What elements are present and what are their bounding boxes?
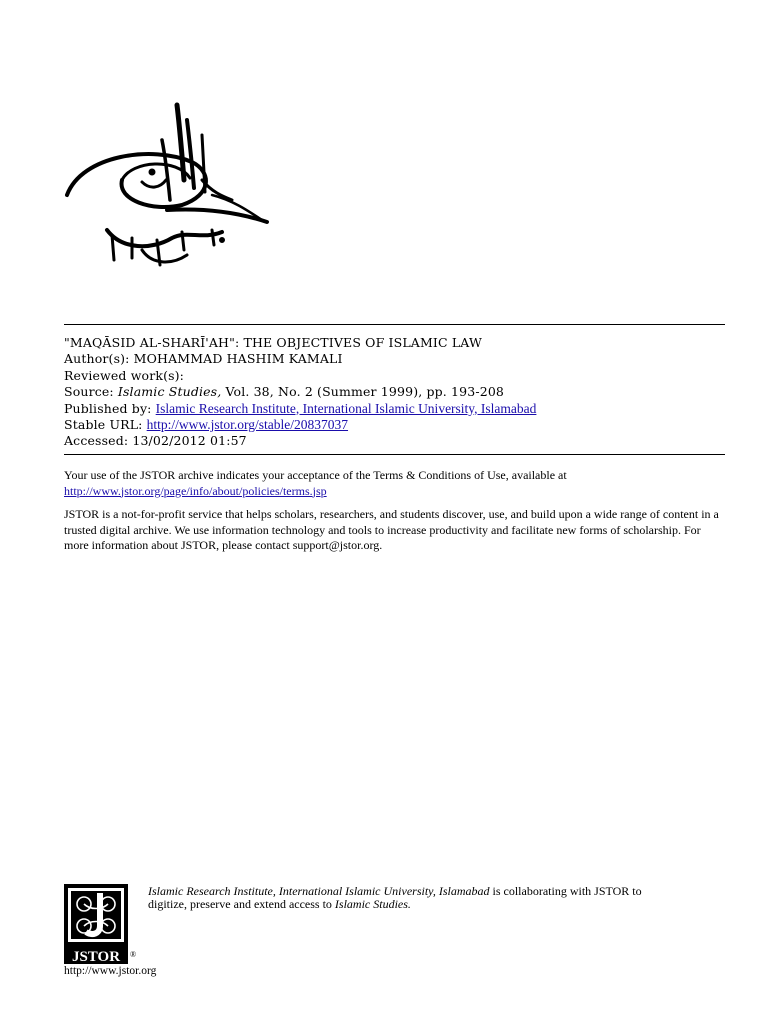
author-line	[64, 351, 536, 367]
terms-section	[64, 468, 724, 554]
calligraphy-emblem-icon	[62, 100, 272, 275]
jstor-url[interactable]: http://www.jstor.org	[64, 965, 157, 977]
jstor-logo-text: JSTOR	[71, 949, 121, 964]
citation-block	[64, 335, 536, 450]
jstor-description: JSTOR is a not-for-profit service that helps scholars, researchers, and students discover, use, and build upon a wide range of content in a trusted digital archive. We use information technology and tools to increase productivity and facilitate new forms of scholarship. For more information about JSTOR, please contact support@jstor.org.	[64, 507, 719, 552]
article-title: "MAQĀSID AL-SHARĪ'AH": THE OBJECTIVES OF ISLAMIC LAW	[64, 335, 482, 350]
accessed-line	[64, 433, 536, 449]
author-name: MOHAMMAD HASHIM KAMALI	[133, 351, 343, 367]
collab-text-1: is collaborating with JSTOR to	[489, 884, 642, 898]
accessed-date: 13/02/2012 01:57	[132, 433, 247, 449]
terms-link[interactable]: http://www.jstor.org/page/info/about/policies/terms.jsp	[64, 483, 327, 498]
terms-text: Your use of the JSTOR archive indicates your acceptance of the Terms & Conditions of Use, available at	[64, 468, 567, 482]
terms-paragraph	[64, 468, 724, 499]
source-label: Source:	[64, 384, 114, 400]
author-label: Author(s):	[64, 351, 130, 367]
collab-publisher: Islamic Research Institute, International Islamic University, Islamabad	[148, 884, 490, 898]
publisher-label: Published by:	[64, 400, 152, 416]
collab-text-2: digitize, preserve and extend access to	[148, 897, 335, 911]
collaboration-note	[148, 885, 708, 911]
jstor-logo-icon	[64, 884, 128, 964]
stable-url-label: Stable URL:	[64, 417, 143, 433]
stable-url-line	[64, 417, 536, 433]
source-details: Vol. 38, No. 2 (Summer 1999), pp. 193-208	[225, 384, 505, 400]
bottom-divider	[64, 454, 725, 455]
accessed-label: Accessed:	[64, 433, 129, 449]
source-line	[64, 384, 536, 400]
registered-mark: ®	[130, 950, 137, 959]
top-divider	[64, 324, 725, 325]
source-journal: Islamic Studies,	[117, 384, 222, 400]
stable-url-link[interactable]: http://www.jstor.org/stable/20837037	[146, 417, 349, 433]
reviewed-works-line: Reviewed work(s):	[64, 367, 185, 383]
collab-journal: Islamic Studies.	[334, 897, 411, 911]
publisher-link[interactable]: Islamic Research Institute, International Islamic University, Islamabad	[155, 400, 537, 416]
publisher-line	[64, 401, 536, 417]
